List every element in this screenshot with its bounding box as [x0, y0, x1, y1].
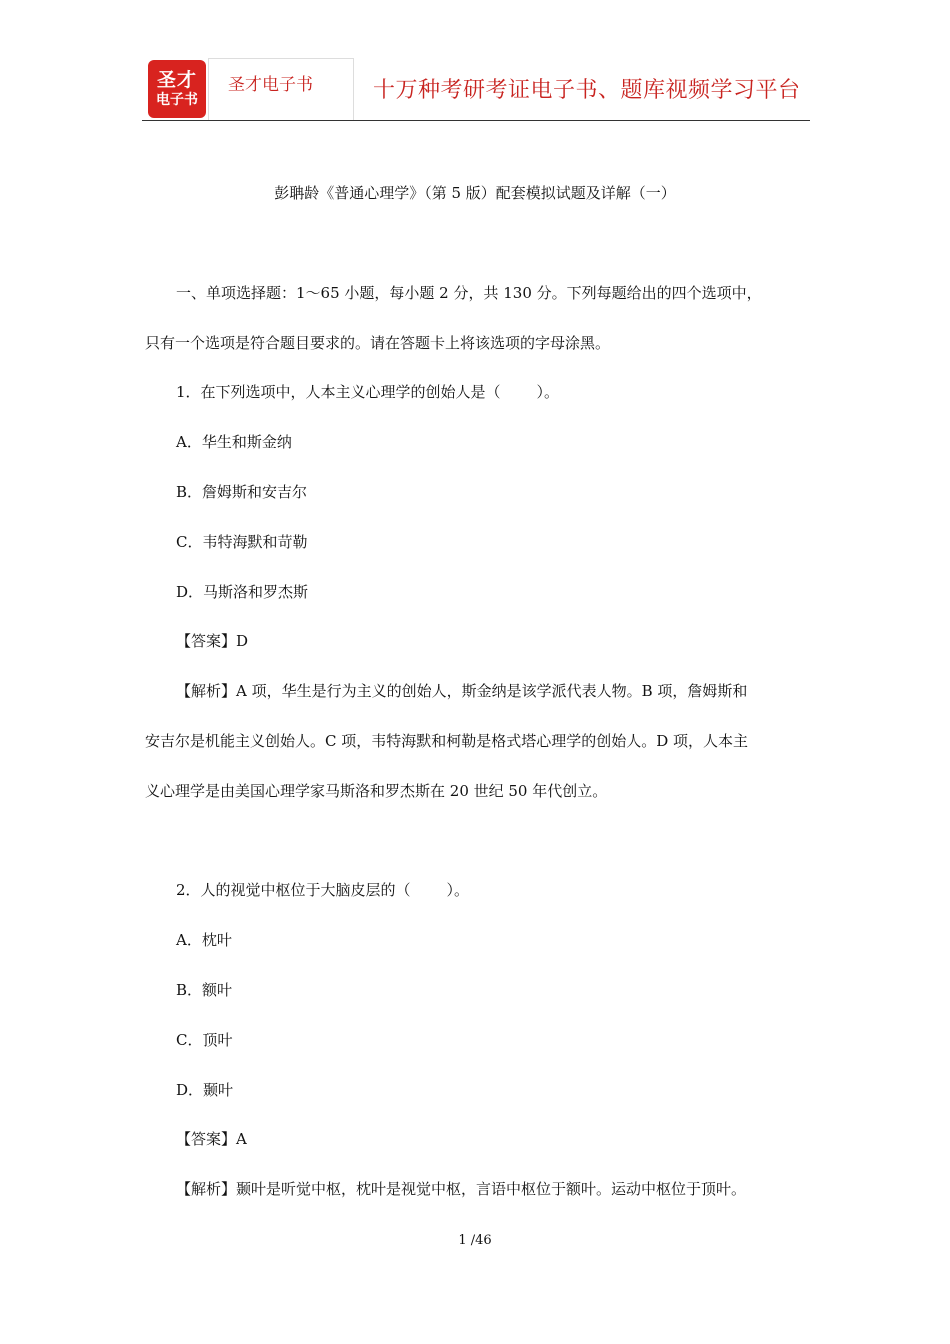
- question-2-option-b: B．额叶: [176, 981, 233, 999]
- logo-line1: 圣才: [156, 69, 197, 91]
- question-2-stem-post: ）。: [446, 881, 470, 899]
- page-number: 1 /46: [458, 1233, 492, 1248]
- question-2-option-c: C．顶叶: [176, 1031, 233, 1049]
- question-1-option-b: B．詹姆斯和安吉尔: [176, 483, 308, 501]
- brand-name: 圣才电子书: [228, 75, 313, 95]
- intro-line-1: 一、单项选择题：1～65 小题，每小题 2 分，共 130 分。下列每题给出的四个选项中，: [176, 284, 762, 302]
- question-1-analysis-line-3: 义心理学是由美国心理学家马斯洛和罗杰斯在 20 世纪 50 年代创立。: [145, 782, 608, 800]
- question-1-answer: 【答案】D: [176, 632, 249, 650]
- question-1-stem: [176, 381, 559, 403]
- question-1-analysis-line-2: 安吉尔是机能主义创始人。C 项，韦特海默和柯勒是格式塔心理学的创始人。D 项，人本主: [145, 732, 749, 750]
- question-2-stem-pre: 2．人的视觉中枢位于大脑皮层的（: [176, 881, 411, 899]
- question-1-option-d: D．马斯洛和罗杰斯: [176, 583, 309, 601]
- logo-line2: 电子书: [156, 92, 198, 108]
- question-1-analysis-line-1: 【解析】A 项，华生是行为主义的创始人，斯金纳是该学派代表人物。B 项，詹姆斯和: [176, 682, 748, 700]
- question-2-analysis-line-1: 【解析】颞叶是听觉中枢，枕叶是视觉中枢，言语中枢位于额叶。运动中枢位于顶叶。: [176, 1180, 747, 1198]
- question-1-option-c: C．韦特海默和苛勒: [176, 533, 308, 551]
- question-1-stem-post: ）。: [536, 383, 560, 401]
- question-2-option-a: A．枕叶: [176, 931, 232, 949]
- header-slogan: 十万种考研考证电子书、题库视频学习平台: [373, 78, 801, 103]
- document-title: 彭聃龄《普通心理学》（第 5 版）配套模拟试题及详解（一）: [274, 184, 676, 202]
- question-1-option-a: A．华生和斯金纳: [176, 433, 292, 451]
- intro-line-2: 只有一个选项是符合题目要求的。请在答题卡上将该选项的字母涂黑。: [145, 334, 611, 352]
- question-2-answer: 【答案】A: [176, 1130, 247, 1148]
- header-divider: [142, 120, 810, 121]
- question-2-option-d: D．颞叶: [176, 1081, 234, 1099]
- question-2-stem: [176, 879, 469, 901]
- question-1-stem-pre: 1．在下列选项中，人本主义心理学的创始人是（: [176, 383, 501, 401]
- brand-logo: [148, 60, 206, 118]
